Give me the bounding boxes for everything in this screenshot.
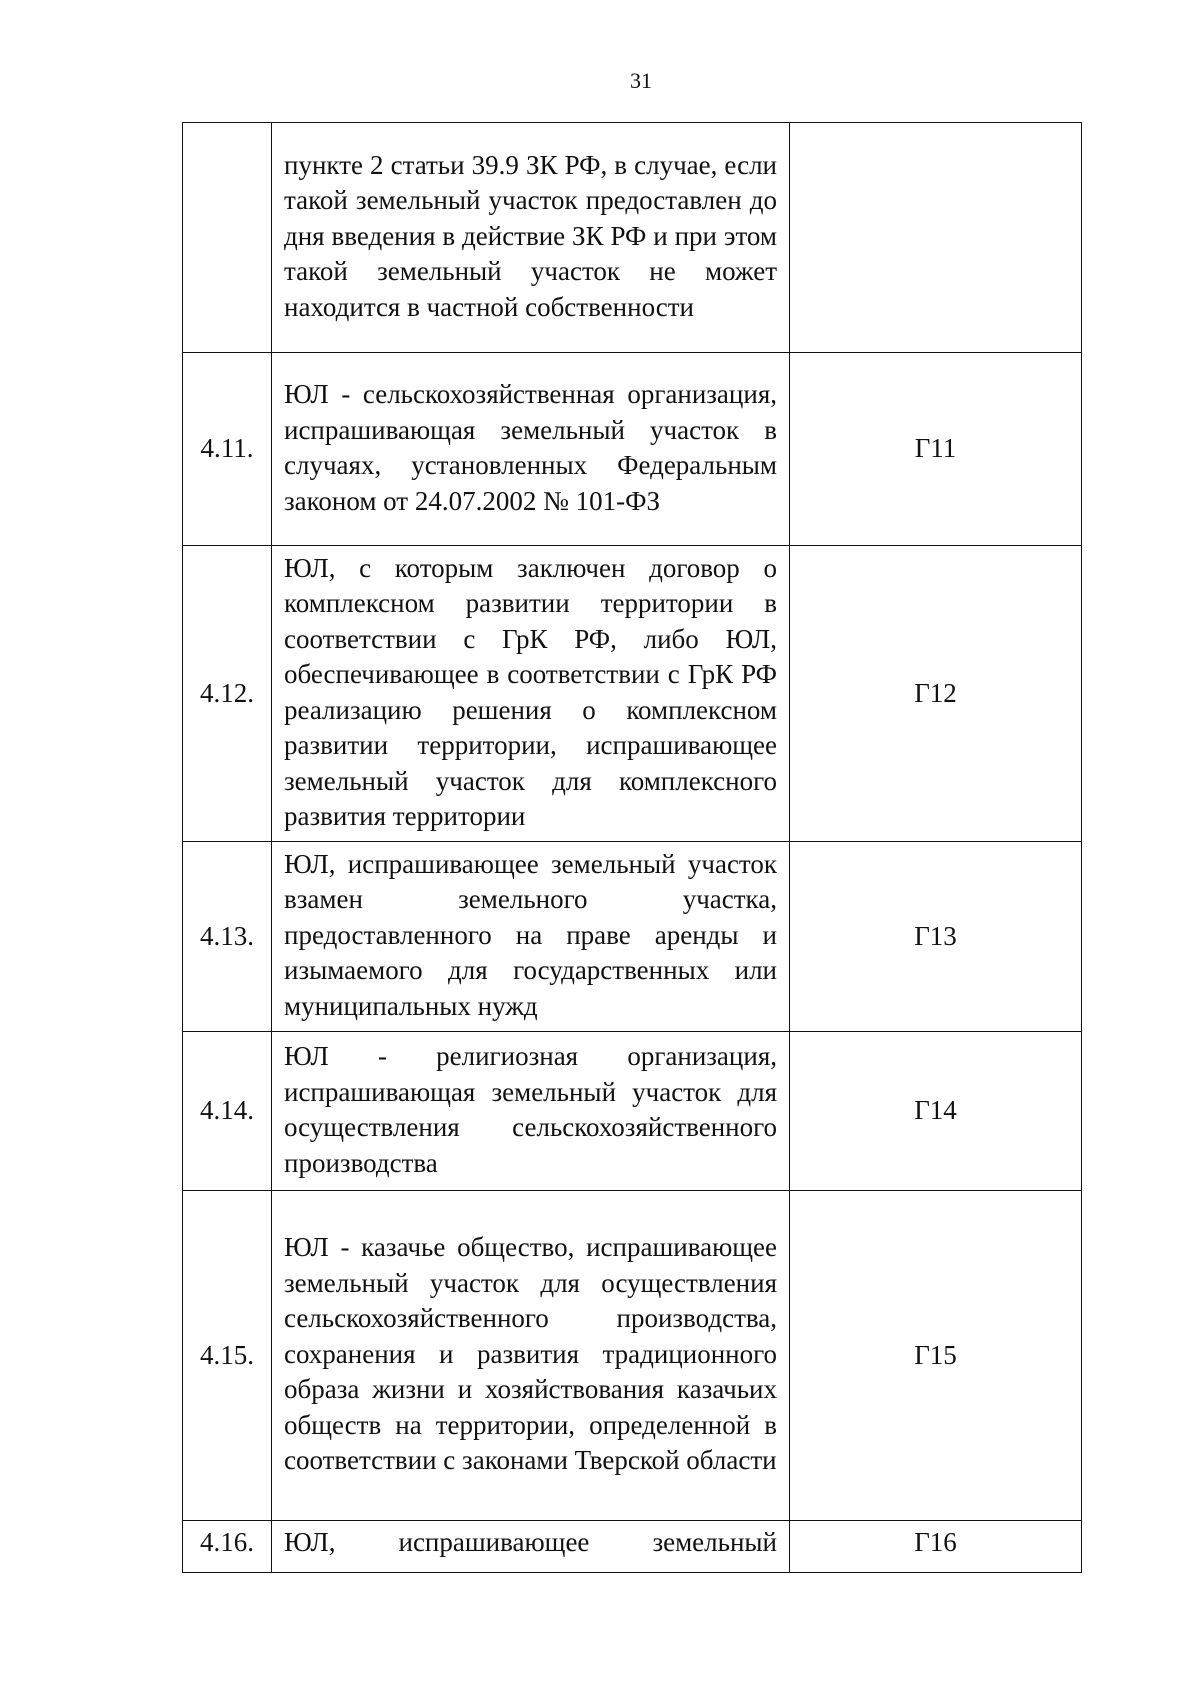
document-table: [182, 122, 1082, 1573]
row-number: [183, 123, 272, 353]
row-code: Г15: [790, 1191, 1082, 1521]
table-row: [183, 123, 1082, 353]
row-number: 4.16.: [183, 1521, 272, 1573]
table-row: [183, 1521, 1082, 1573]
row-number: 4.15.: [183, 1191, 272, 1521]
row-description: ЮЛ, испрашивающее земельный участок взамен земельного участка, предоставленного на праве аренды и изымаемого для государственных или муниципальных нужд: [272, 842, 790, 1032]
row-number: 4.14.: [183, 1032, 272, 1191]
row-code: Г16: [790, 1521, 1082, 1573]
row-code: [790, 123, 1082, 353]
row-code: Г11: [790, 353, 1082, 546]
row-number: 4.13.: [183, 842, 272, 1032]
row-code: Г14: [790, 1032, 1082, 1191]
row-description: ЮЛ, испрашивающее земельный: [272, 1521, 790, 1573]
table-row: [183, 1032, 1082, 1191]
row-description: ЮЛ - сельскохозяйственная организация, испрашивающая земельный участок в случаях, установленных Федеральным законом от 24.07.2002 № 101-ФЗ: [272, 353, 790, 546]
row-description: ЮЛ - религиозная организация, испрашивающая земельный участок для осуществления сельскохозяйственного производства: [272, 1032, 790, 1191]
row-description: пункте 2 статьи 39.9 ЗК РФ, в случае, если такой земельный участок предоставлен до дня введения в действие ЗК РФ и при этом такой земельный участок не может находится в частной собственности: [272, 123, 790, 353]
row-number: 4.12.: [183, 546, 272, 842]
row-description: ЮЛ, с которым заключен договор о комплексном развитии территории в соответствии с ГрК РФ, либо ЮЛ, обеспечивающее в соответствии с ГрК РФ реализацию решения о комплексном развитии территории, испрашивающее земельный участок для комплексного развития территории: [272, 546, 790, 842]
table-row: [183, 842, 1082, 1032]
page-number: 31: [630, 68, 652, 93]
table-row: [183, 1191, 1082, 1521]
row-code: Г12: [790, 546, 1082, 842]
row-code: Г13: [790, 842, 1082, 1032]
table-row: [183, 353, 1082, 546]
table-row: [183, 546, 1082, 842]
row-description: ЮЛ - казачье общество, испрашивающее земельный участок для осуществления сельскохозяйственного производства, сохранения и развития традиционного образа жизни и хозяйствования казачьих обществ на территории, определенной в соответствии с законами Тверской области: [272, 1191, 790, 1521]
row-number: 4.11.: [183, 353, 272, 546]
